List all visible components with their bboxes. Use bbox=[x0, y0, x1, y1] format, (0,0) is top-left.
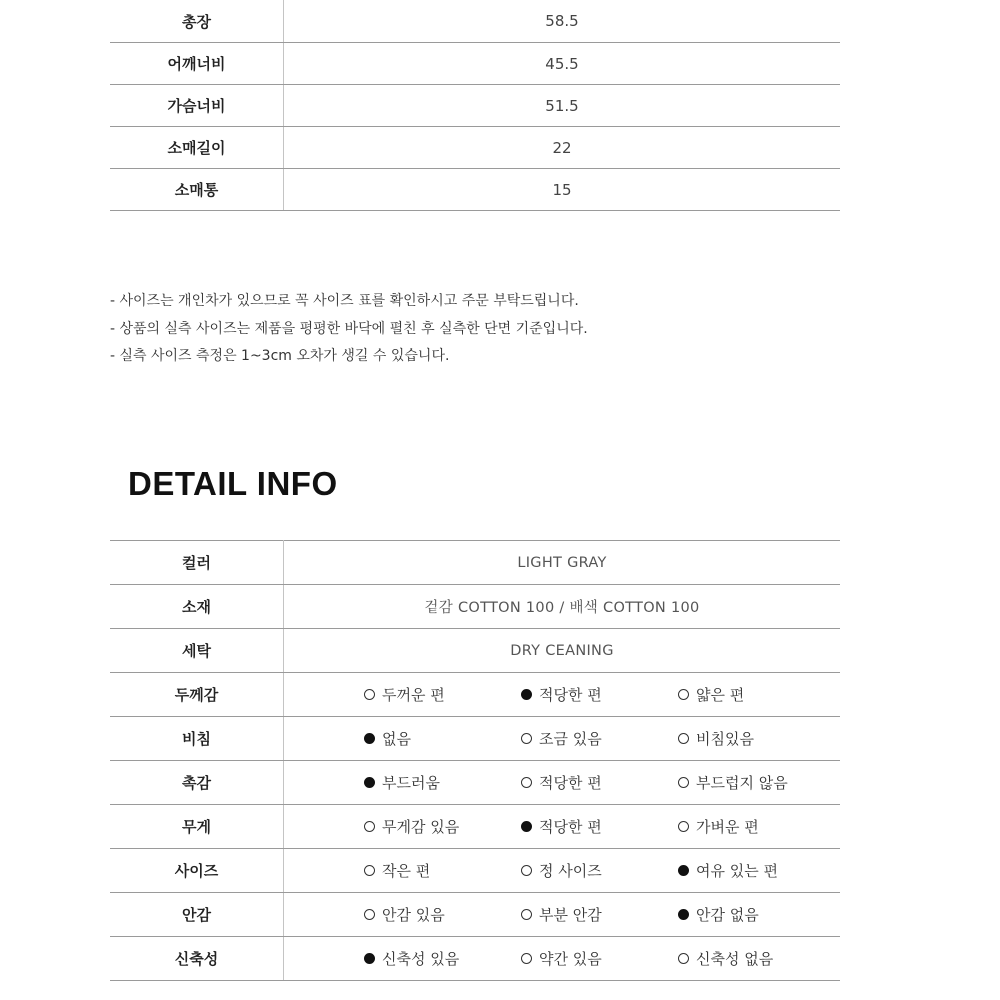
attribute-option bbox=[521, 728, 678, 749]
note-item: - 실측 사이즈 측정은 1~3cm 오차가 생길 수 있습니다. bbox=[110, 348, 450, 364]
table-row bbox=[110, 0, 840, 43]
attribute-label: 비침 bbox=[110, 717, 284, 761]
size-value: 15 bbox=[284, 169, 841, 211]
filled-circle-icon bbox=[364, 953, 375, 964]
attribute-option-label: 적당한 편 bbox=[539, 818, 602, 836]
detail-value: LIGHT GRAY bbox=[284, 541, 841, 585]
attribute-option bbox=[521, 684, 678, 705]
empty-circle-icon bbox=[678, 953, 689, 964]
attribute-rows bbox=[110, 673, 840, 981]
size-label: 가슴너비 bbox=[110, 85, 284, 127]
empty-circle-icon bbox=[678, 689, 689, 700]
empty-circle-icon bbox=[678, 777, 689, 788]
size-label: 소매통 bbox=[110, 169, 284, 211]
attribute-option bbox=[284, 772, 521, 793]
attribute-option bbox=[521, 860, 678, 881]
attribute-option bbox=[284, 904, 521, 925]
empty-circle-icon bbox=[521, 909, 532, 920]
note-item: - 상품의 실측 사이즈는 제품을 평평한 바닥에 펼친 후 실측한 단면 기준입니다. bbox=[110, 320, 588, 337]
size-notes bbox=[110, 288, 588, 371]
attribute-row bbox=[110, 893, 840, 937]
attribute-option-label: 가벼운 편 bbox=[696, 818, 759, 836]
detail-value: DRY CEANING bbox=[284, 629, 841, 673]
size-value: 58.5 bbox=[284, 0, 841, 43]
attribute-option bbox=[284, 728, 521, 749]
attribute-option bbox=[284, 684, 521, 705]
attribute-options bbox=[284, 673, 841, 717]
size-table bbox=[110, 0, 840, 211]
empty-circle-icon bbox=[364, 821, 375, 832]
attribute-row bbox=[110, 849, 840, 893]
attribute-option-label: 부드럽지 않음 bbox=[696, 774, 788, 792]
attribute-option-label: 무게감 있음 bbox=[382, 818, 460, 836]
empty-circle-icon bbox=[521, 777, 532, 788]
attribute-option bbox=[678, 904, 828, 925]
attribute-options bbox=[284, 805, 841, 849]
attribute-option-label: 정 사이즈 bbox=[539, 862, 602, 880]
empty-circle-icon bbox=[364, 865, 375, 876]
size-value: 22 bbox=[284, 127, 841, 169]
size-value: 45.5 bbox=[284, 43, 841, 85]
filled-circle-icon bbox=[678, 865, 689, 876]
attribute-option bbox=[678, 684, 828, 705]
attribute-label: 신축성 bbox=[110, 937, 284, 981]
empty-circle-icon bbox=[521, 733, 532, 744]
size-label: 소매길이 bbox=[110, 127, 284, 169]
empty-circle-icon bbox=[364, 689, 375, 700]
size-label: 어깨너비 bbox=[110, 43, 284, 85]
size-label: 총장 bbox=[110, 0, 284, 43]
attribute-option bbox=[521, 948, 678, 969]
attribute-option bbox=[678, 860, 828, 881]
attribute-label: 사이즈 bbox=[110, 849, 284, 893]
attribute-option-label: 안감 없음 bbox=[696, 906, 759, 924]
detail-label: 컬러 bbox=[110, 541, 284, 585]
attribute-option-label: 비침있음 bbox=[696, 730, 754, 748]
attribute-option bbox=[678, 728, 828, 749]
attribute-option-label: 조금 있음 bbox=[539, 730, 602, 748]
table-row bbox=[110, 85, 840, 127]
attribute-option-label: 두꺼운 편 bbox=[382, 686, 445, 704]
filled-circle-icon bbox=[364, 733, 375, 744]
attribute-options bbox=[284, 717, 841, 761]
attribute-option-label: 작은 편 bbox=[382, 862, 431, 880]
attribute-option bbox=[678, 816, 828, 837]
table-row bbox=[110, 629, 840, 673]
attribute-row bbox=[110, 717, 840, 761]
attribute-label: 무게 bbox=[110, 805, 284, 849]
detail-label: 소재 bbox=[110, 585, 284, 629]
note-item: - 사이즈는 개인차가 있으므로 꼭 사이즈 표를 확인하시고 주문 부탁드립니다. bbox=[110, 293, 579, 309]
detail-info-title: DETAIL INFO bbox=[128, 465, 338, 502]
attribute-options bbox=[284, 937, 841, 981]
attribute-option bbox=[521, 904, 678, 925]
attribute-row bbox=[110, 673, 840, 717]
attribute-options bbox=[284, 761, 841, 805]
attribute-option-label: 안감 있음 bbox=[382, 906, 445, 924]
attribute-option bbox=[521, 816, 678, 837]
attribute-option bbox=[521, 772, 678, 793]
attribute-option bbox=[284, 816, 521, 837]
detail-value: 겉감 COTTON 100 / 배색 COTTON 100 bbox=[284, 585, 841, 629]
detail-info-table bbox=[110, 540, 840, 981]
empty-circle-icon bbox=[678, 821, 689, 832]
attribute-option-label: 부분 안감 bbox=[539, 906, 602, 924]
filled-circle-icon bbox=[364, 777, 375, 788]
filled-circle-icon bbox=[521, 821, 532, 832]
attribute-option bbox=[284, 860, 521, 881]
attribute-option-label: 신축성 없음 bbox=[696, 950, 774, 968]
table-row bbox=[110, 43, 840, 85]
attribute-label: 촉감 bbox=[110, 761, 284, 805]
attribute-option bbox=[678, 772, 828, 793]
attribute-row bbox=[110, 937, 840, 981]
table-row bbox=[110, 127, 840, 169]
filled-circle-icon bbox=[521, 689, 532, 700]
attribute-option-label: 약간 있음 bbox=[539, 950, 602, 968]
attribute-option-label: 신축성 있음 bbox=[382, 950, 460, 968]
empty-circle-icon bbox=[521, 953, 532, 964]
table-row bbox=[110, 541, 840, 585]
filled-circle-icon bbox=[678, 909, 689, 920]
empty-circle-icon bbox=[521, 865, 532, 876]
attribute-row bbox=[110, 805, 840, 849]
empty-circle-icon bbox=[678, 733, 689, 744]
attribute-option-label: 여유 있는 편 bbox=[696, 862, 778, 880]
attribute-options bbox=[284, 893, 841, 937]
attribute-label: 두께감 bbox=[110, 673, 284, 717]
attribute-option bbox=[284, 948, 521, 969]
attribute-option-label: 얇은 편 bbox=[696, 686, 745, 704]
attribute-option bbox=[678, 948, 828, 969]
attribute-option-label: 적당한 편 bbox=[539, 774, 602, 792]
attribute-option-label: 없음 bbox=[382, 730, 411, 748]
table-row bbox=[110, 585, 840, 629]
attribute-row bbox=[110, 761, 840, 805]
detail-label: 세탁 bbox=[110, 629, 284, 673]
attribute-label: 안감 bbox=[110, 893, 284, 937]
empty-circle-icon bbox=[364, 909, 375, 920]
attribute-options bbox=[284, 849, 841, 893]
attribute-option-label: 적당한 편 bbox=[539, 686, 602, 704]
attribute-option-label: 부드러움 bbox=[382, 774, 440, 792]
size-value: 51.5 bbox=[284, 85, 841, 127]
table-row bbox=[110, 169, 840, 211]
